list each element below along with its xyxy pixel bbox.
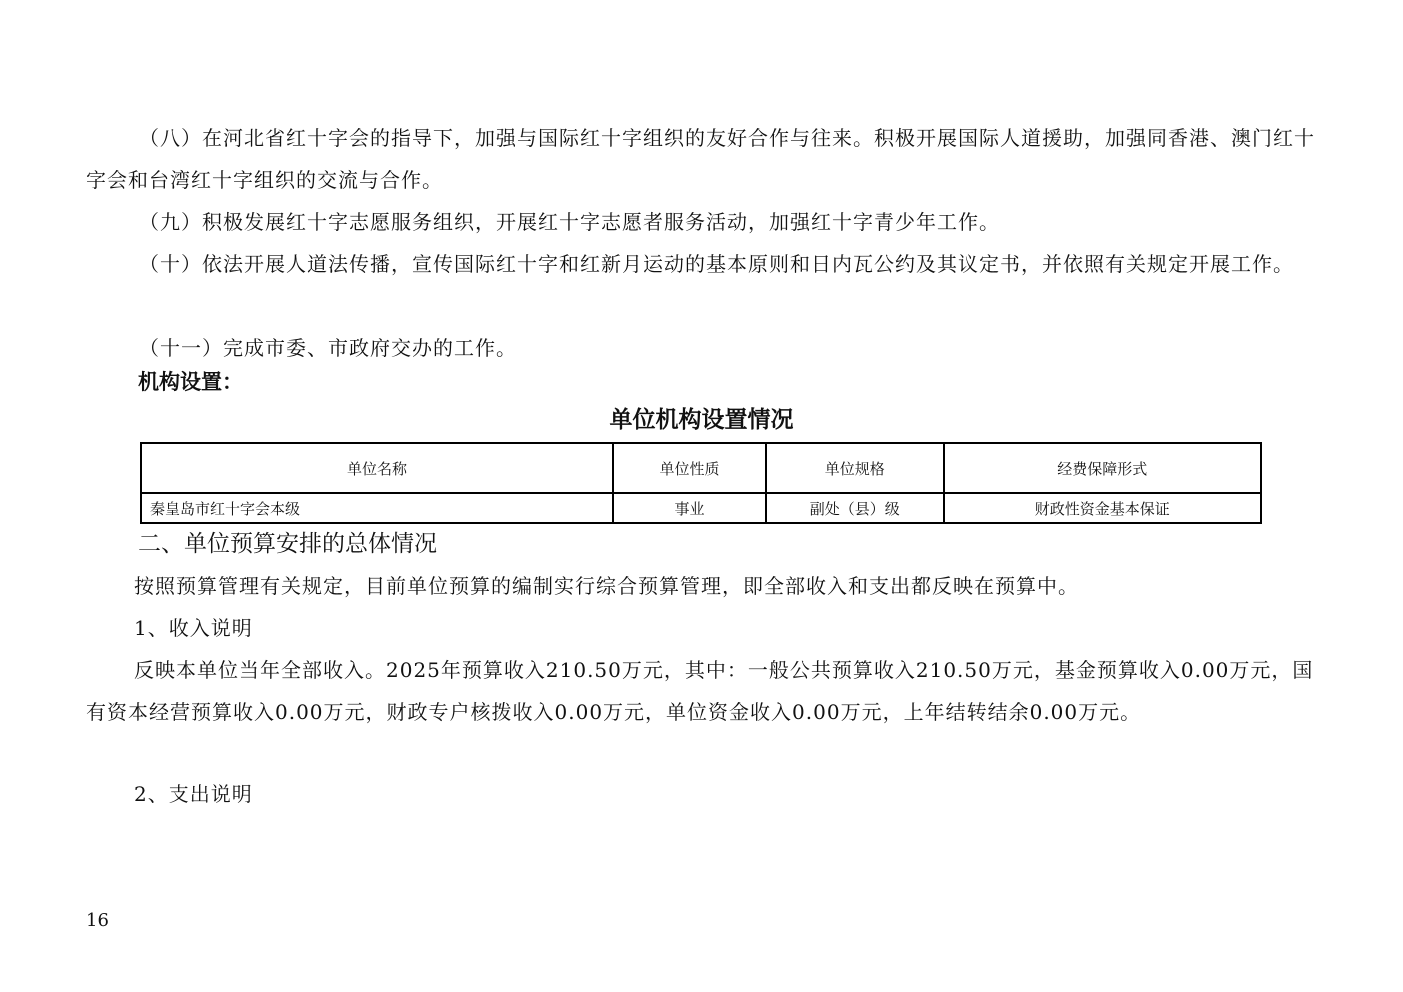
table-header-cell: 经费保障形式 [944,443,1261,493]
table-cell-funding-form: 财政性资金基本保证 [944,493,1261,523]
table-header-cell: 单位规格 [766,443,944,493]
paragraph-item-8: （八）在河北省红十字会的指导下，加强与国际红十字组织的友好合作与往来。积极开展国际人道援助，加强同香港、澳门红十字会和台湾红十字组织的交流与合作。 [86,126,1315,192]
paragraph-item-10: （十）依法开展人道法传播，宣传国际红十字和红新月运动的基本原则和日内瓦公约及其议定书，并依照有关规定开展工作。 [139,252,1294,276]
unit-structure-table [140,442,1262,524]
table-header-cell: 单位性质 [613,443,766,493]
table-title: 单位机构设置情况 [609,407,794,433]
expense-label: 2、支出说明 [134,782,253,806]
paragraph-item-11: （十一）完成市委、市政府交办的工作。 [139,336,517,360]
table-row [141,493,1261,523]
section-heading-budget-overview: 二、单位预算安排的总体情况 [138,531,437,557]
page-number: 16 [86,910,109,931]
table-cell-unit-level: 副处（县）级 [766,493,944,523]
budget-intro-paragraph: 按照预算管理有关规定，目前单位预算的编制实行综合预算管理，即全部收入和支出都反映在预算中。 [134,574,1079,598]
income-label: 1、收入说明 [134,616,253,640]
paragraph-item-9: （九）积极发展红十字志愿服务组织，开展红十字志愿者服务活动，加强红十字青少年工作。 [139,210,1000,234]
table-header-row [141,443,1261,493]
org-setup-heading: 机构设置： [138,370,243,394]
table-cell-unit-nature: 事业 [613,493,766,523]
table-header-cell: 单位名称 [141,443,613,493]
table-cell-unit-name: 秦皇岛市红十字会本级 [141,493,613,523]
income-paragraph: 反映本单位当年全部收入。2025年预算收入210.50万元，其中：一般公共预算收入210.50万元，基金预算收入0.00万元，国有资本经营预算收入0.00万元，财政专户核拨收入0.00万元，单位资金收入0.00万元，上年结转结余0.00万元。 [86,658,1314,724]
